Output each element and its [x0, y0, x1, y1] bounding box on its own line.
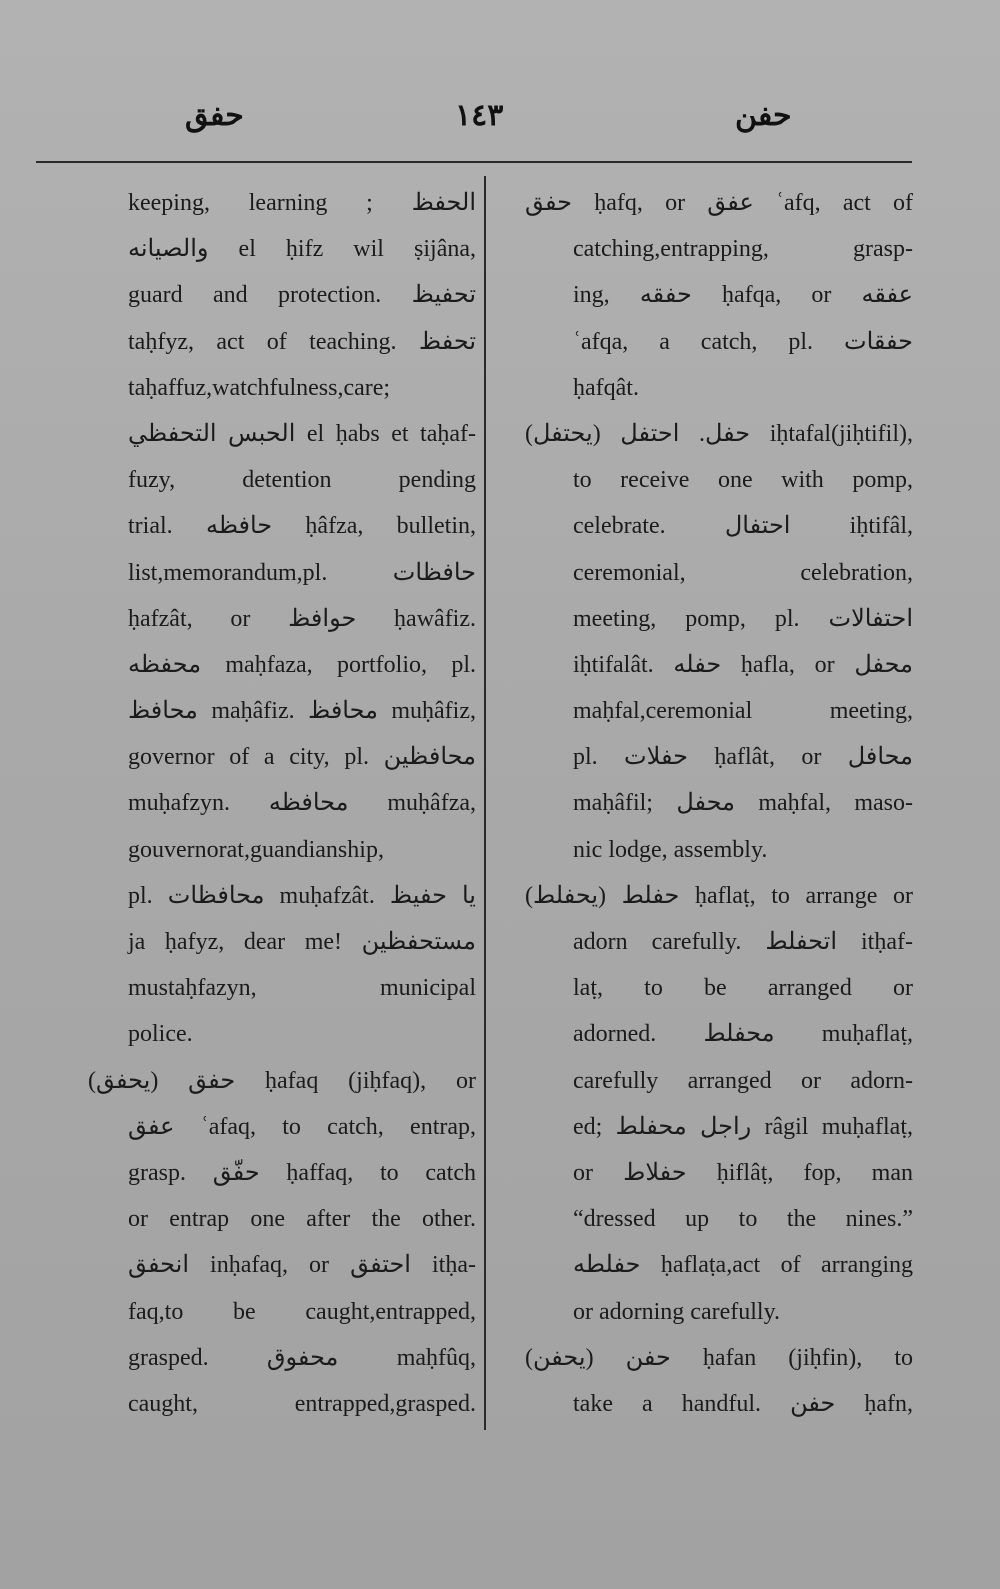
text-line: taḥaffuz,watchfulness,care;	[128, 374, 391, 401]
text-line: or حفلاط ḥiflâṭ, fop, man	[573, 1159, 913, 1186]
text-line: grasp. حفّق ḥaffaq, to catch	[128, 1159, 476, 1186]
text-line: or adorning carefully.	[573, 1298, 781, 1325]
text-line: list,memorandum,pl. حافظات	[128, 559, 476, 586]
text-line: guard and protection. تحفيظ	[128, 282, 476, 309]
text-line: to receive one with pomp,	[573, 467, 913, 494]
text-line: ed; راجل محفلط râgil muḥaflaṭ,	[573, 1113, 913, 1140]
header-left-word: حفق	[185, 99, 244, 132]
header-rule	[36, 161, 912, 163]
text-line: محافظ maḥâfiz. محافظ muḥâfiz,	[128, 698, 476, 725]
text-line: muḥafzyn. محافظه muḥâfza,	[128, 790, 476, 817]
text-line: caught, entrapped,grasped.	[128, 1390, 476, 1417]
right-column	[525, 180, 914, 1427]
header-right-word: حفن	[735, 99, 792, 132]
text-line: عفق ʿafaq, to catch, entrap,	[128, 1113, 476, 1140]
text-line: maḥfal,ceremonial meeting,	[573, 698, 913, 725]
entry-headword-line: حفن (يحفن) ḥafan (jiḥfin), to	[525, 1344, 913, 1371]
text-line: pl. محافظات muḥafzât. يا حفيظ	[128, 882, 476, 909]
text-line: take a handful. حفن ḥafn,	[573, 1390, 913, 1417]
text-line: nic lodge, assembly.	[573, 836, 768, 863]
text-line: governor of a city, pl. محافظين	[128, 744, 476, 771]
text-line: “dressed up to the nines.”	[573, 1206, 913, 1233]
text-line: pl. حفلات ḥaflât, or محافل	[573, 744, 913, 771]
text-line: adorned. محفلط muḥaflaṭ,	[573, 1021, 913, 1048]
text-line: grasped. محفوق maḥfûq,	[128, 1344, 476, 1371]
column-divider	[484, 176, 486, 1430]
text-line: محفظه maḥfaza, portfolio, pl.	[128, 651, 476, 678]
text-line: fuzy, detention pending	[128, 467, 476, 494]
page-number: ١٤٣	[455, 99, 504, 132]
text-line: police.	[128, 1021, 193, 1048]
text-line: laṭ, to be arranged or	[573, 975, 913, 1002]
text-line: celebrate. احتفال iḥtifâl,	[573, 513, 913, 540]
text-line: catching,entrapping, grasp-	[573, 236, 913, 263]
left-column	[88, 180, 477, 1427]
entry-headword-line: حفل. احتفل (يحتفل) iḥtafal(jiḥtifil),	[525, 420, 913, 447]
text-line: keeping, learning ; الحفظ	[128, 190, 476, 216]
text-line: والصيانه el ḥifz wil ṣijâna,	[128, 236, 476, 263]
text-line: iḥtifalât. حفله ḥafla, or محفل	[573, 651, 913, 678]
text-line: mustaḥfazyn, municipal	[128, 975, 476, 1002]
text-line: ḥafqât.	[573, 374, 639, 401]
text-line: ceremonial, celebration,	[573, 559, 913, 586]
text-line: gouvernorat,guandianship,	[128, 836, 384, 863]
entry-headword-line: حفق (يحفق) ḥafaq (jiḥfaq), or	[88, 1067, 476, 1094]
text-line: انحفق inḥafaq, or احتفق itḥa-	[128, 1252, 476, 1279]
entry-headword-line: حفلط (يحفلط) ḥaflaṭ, to arrange or	[525, 882, 914, 909]
text-line: حفلطه ḥaflaṭa,act of arranging	[573, 1252, 913, 1279]
text-line: الحبس التحفظي el ḥabs et taḥaf-	[128, 420, 477, 447]
text-line: adorn carefully. اتحفلط itḥaf-	[573, 929, 913, 955]
text-line: trial. حافظه ḥâfza, bulletin,	[128, 513, 476, 540]
text-line: ʿafqa, a catch, pl. حفقات	[573, 328, 913, 355]
text-line: meeting, pomp, pl. احتفالات	[573, 605, 913, 632]
text-line: carefully arranged or adorn-	[573, 1067, 913, 1094]
text-line: taḥfyz, act of teaching. تحفظ	[128, 328, 476, 355]
text-line: ḥafzât, or حوافظ ḥawâfiz.	[128, 605, 477, 632]
text-line: faq,to be caught,entrapped,	[128, 1298, 476, 1325]
entry-headword-line: حفق ḥafq, or عفق ʿafq, act of	[525, 190, 913, 216]
page-header	[0, 98, 1000, 148]
text-line: maḥâfil; محفل maḥfal, maso-	[573, 790, 913, 817]
text-line: or entrap one after the other.	[128, 1206, 476, 1233]
text-line: ing, حفقه ḥafqa, or عفقه	[573, 282, 913, 309]
text-line: ja ḥafyz, dear me! مستحفظين	[128, 929, 476, 955]
